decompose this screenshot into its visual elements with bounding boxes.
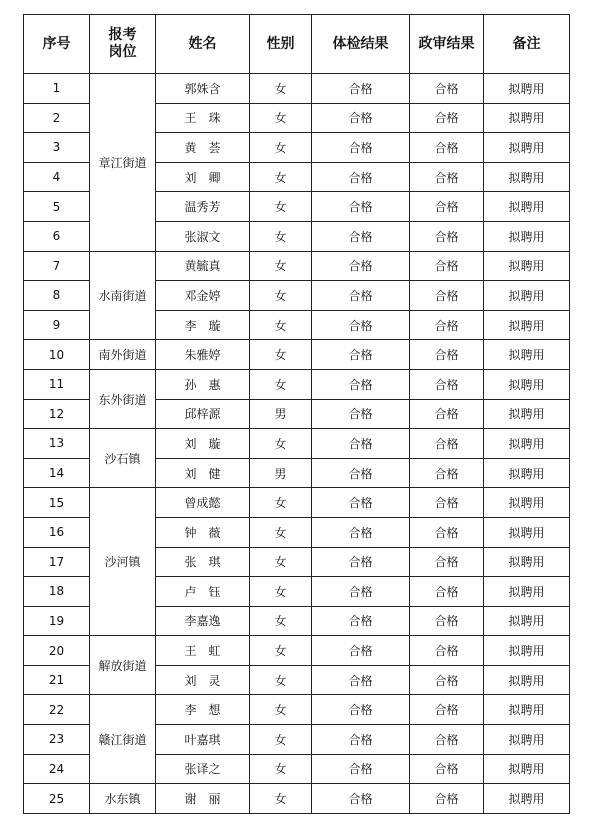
- cell-exam: 合格: [312, 636, 410, 666]
- table-row: [24, 636, 570, 666]
- cell-name: 谢 丽: [156, 784, 250, 814]
- cell-name: 叶嘉琪: [156, 725, 250, 755]
- cell-no: 25: [24, 784, 90, 814]
- cell-gender: 女: [250, 725, 312, 755]
- results-table: [23, 14, 570, 814]
- cell-exam: 合格: [312, 369, 410, 399]
- cell-exam: 合格: [312, 665, 410, 695]
- cell-gender: 女: [250, 251, 312, 281]
- cell-gender: 女: [250, 488, 312, 518]
- cell-review: 合格: [410, 251, 484, 281]
- cell-exam: 合格: [312, 784, 410, 814]
- cell-no: 5: [24, 192, 90, 222]
- cell-note: 拟聘用: [484, 754, 570, 784]
- cell-no: 8: [24, 281, 90, 311]
- cell-review: 合格: [410, 517, 484, 547]
- cell-gender: 女: [250, 517, 312, 547]
- cell-position: 沙河镇: [90, 488, 156, 636]
- cell-gender: 女: [250, 162, 312, 192]
- cell-gender: 女: [250, 281, 312, 311]
- cell-name: 刘 璇: [156, 429, 250, 459]
- cell-gender: 女: [250, 695, 312, 725]
- cell-review: 合格: [410, 429, 484, 459]
- cell-gender: 女: [250, 577, 312, 607]
- cell-gender: 女: [250, 784, 312, 814]
- cell-exam: 合格: [312, 221, 410, 251]
- cell-gender: 女: [250, 606, 312, 636]
- cell-no: 22: [24, 695, 90, 725]
- cell-review: 合格: [410, 754, 484, 784]
- cell-note: 拟聘用: [484, 636, 570, 666]
- cell-exam: 合格: [312, 103, 410, 133]
- cell-note: 拟聘用: [484, 281, 570, 311]
- cell-position: 南外街道: [90, 340, 156, 370]
- cell-note: 拟聘用: [484, 192, 570, 222]
- cell-no: 19: [24, 606, 90, 636]
- cell-name: 李嘉逸: [156, 606, 250, 636]
- cell-note: 拟聘用: [484, 369, 570, 399]
- cell-review: 合格: [410, 488, 484, 518]
- cell-note: 拟聘用: [484, 340, 570, 370]
- cell-position: 沙石镇: [90, 429, 156, 488]
- cell-exam: 合格: [312, 162, 410, 192]
- cell-gender: 女: [250, 310, 312, 340]
- cell-position: 东外街道: [90, 369, 156, 428]
- cell-position: 水东镇: [90, 784, 156, 814]
- cell-note: 拟聘用: [484, 488, 570, 518]
- table-body: [24, 74, 570, 814]
- table-row: [24, 251, 570, 281]
- cell-note: 拟聘用: [484, 784, 570, 814]
- cell-note: 拟聘用: [484, 577, 570, 607]
- cell-review: 合格: [410, 369, 484, 399]
- cell-review: 合格: [410, 281, 484, 311]
- header-no: 序号: [24, 15, 90, 74]
- header-note: 备注: [484, 15, 570, 74]
- cell-gender: 女: [250, 221, 312, 251]
- cell-review: 合格: [410, 458, 484, 488]
- cell-no: 14: [24, 458, 90, 488]
- cell-gender: 女: [250, 754, 312, 784]
- cell-review: 合格: [410, 606, 484, 636]
- cell-note: 拟聘用: [484, 547, 570, 577]
- cell-review: 合格: [410, 695, 484, 725]
- cell-review: 合格: [410, 103, 484, 133]
- cell-exam: 合格: [312, 340, 410, 370]
- table-row: [24, 429, 570, 459]
- cell-name: 刘 灵: [156, 665, 250, 695]
- cell-no: 2: [24, 103, 90, 133]
- cell-position: 解放街道: [90, 636, 156, 695]
- cell-no: 11: [24, 369, 90, 399]
- cell-name: 郭姝含: [156, 74, 250, 104]
- cell-exam: 合格: [312, 517, 410, 547]
- cell-no: 21: [24, 665, 90, 695]
- cell-note: 拟聘用: [484, 74, 570, 104]
- cell-note: 拟聘用: [484, 133, 570, 163]
- cell-name: 王 珠: [156, 103, 250, 133]
- cell-no: 3: [24, 133, 90, 163]
- cell-review: 合格: [410, 221, 484, 251]
- cell-name: 刘 健: [156, 458, 250, 488]
- cell-exam: 合格: [312, 547, 410, 577]
- cell-no: 9: [24, 310, 90, 340]
- cell-gender: 女: [250, 103, 312, 133]
- cell-exam: 合格: [312, 695, 410, 725]
- cell-no: 1: [24, 74, 90, 104]
- cell-name: 黄 荟: [156, 133, 250, 163]
- table-row: [24, 488, 570, 518]
- cell-exam: 合格: [312, 133, 410, 163]
- cell-review: 合格: [410, 665, 484, 695]
- cell-exam: 合格: [312, 488, 410, 518]
- cell-exam: 合格: [312, 606, 410, 636]
- cell-exam: 合格: [312, 399, 410, 429]
- cell-note: 拟聘用: [484, 695, 570, 725]
- cell-gender: 女: [250, 665, 312, 695]
- header-row: [24, 15, 570, 74]
- cell-no: 17: [24, 547, 90, 577]
- table-row: [24, 695, 570, 725]
- cell-review: 合格: [410, 784, 484, 814]
- cell-name: 李 想: [156, 695, 250, 725]
- cell-position: 水南街道: [90, 251, 156, 340]
- cell-name: 温秀芳: [156, 192, 250, 222]
- cell-no: 12: [24, 399, 90, 429]
- cell-name: 张 琪: [156, 547, 250, 577]
- cell-no: 6: [24, 221, 90, 251]
- cell-note: 拟聘用: [484, 606, 570, 636]
- cell-gender: 女: [250, 74, 312, 104]
- cell-review: 合格: [410, 192, 484, 222]
- cell-exam: 合格: [312, 458, 410, 488]
- cell-note: 拟聘用: [484, 665, 570, 695]
- cell-gender: 女: [250, 636, 312, 666]
- cell-review: 合格: [410, 133, 484, 163]
- header-exam: 体检结果: [312, 15, 410, 74]
- table-row: [24, 369, 570, 399]
- cell-no: 20: [24, 636, 90, 666]
- table-row: [24, 784, 570, 814]
- cell-gender: 女: [250, 369, 312, 399]
- cell-note: 拟聘用: [484, 251, 570, 281]
- header-position-line1: 报考: [108, 27, 137, 43]
- cell-note: 拟聘用: [484, 517, 570, 547]
- cell-review: 合格: [410, 74, 484, 104]
- header-position: [90, 15, 156, 74]
- results-table-wrapper: [23, 14, 570, 814]
- cell-name: 刘 卿: [156, 162, 250, 192]
- cell-no: 18: [24, 577, 90, 607]
- cell-name: 李 璇: [156, 310, 250, 340]
- cell-review: 合格: [410, 636, 484, 666]
- cell-name: 张译之: [156, 754, 250, 784]
- table-row: [24, 340, 570, 370]
- header-gender: 性别: [250, 15, 312, 74]
- cell-no: 7: [24, 251, 90, 281]
- cell-name: 邓金婷: [156, 281, 250, 311]
- cell-review: 合格: [410, 725, 484, 755]
- table-row: [24, 74, 570, 104]
- cell-exam: 合格: [312, 577, 410, 607]
- cell-review: 合格: [410, 340, 484, 370]
- cell-name: 孙 惠: [156, 369, 250, 399]
- cell-gender: 男: [250, 458, 312, 488]
- cell-name: 曾成懿: [156, 488, 250, 518]
- cell-note: 拟聘用: [484, 103, 570, 133]
- cell-note: 拟聘用: [484, 310, 570, 340]
- cell-position: 章江街道: [90, 74, 156, 252]
- cell-gender: 女: [250, 429, 312, 459]
- cell-exam: 合格: [312, 725, 410, 755]
- cell-review: 合格: [410, 162, 484, 192]
- cell-exam: 合格: [312, 251, 410, 281]
- cell-exam: 合格: [312, 192, 410, 222]
- cell-gender: 女: [250, 133, 312, 163]
- cell-gender: 女: [250, 547, 312, 577]
- cell-gender: 女: [250, 192, 312, 222]
- cell-exam: 合格: [312, 429, 410, 459]
- cell-exam: 合格: [312, 754, 410, 784]
- cell-note: 拟聘用: [484, 458, 570, 488]
- cell-note: 拟聘用: [484, 429, 570, 459]
- cell-note: 拟聘用: [484, 162, 570, 192]
- cell-gender: 男: [250, 399, 312, 429]
- cell-no: 24: [24, 754, 90, 784]
- header-review: 政审结果: [410, 15, 484, 74]
- cell-no: 16: [24, 517, 90, 547]
- cell-position: 赣江街道: [90, 695, 156, 784]
- cell-gender: 女: [250, 340, 312, 370]
- cell-note: 拟聘用: [484, 725, 570, 755]
- cell-name: 邱梓源: [156, 399, 250, 429]
- cell-no: 4: [24, 162, 90, 192]
- header-name: 姓名: [156, 15, 250, 74]
- cell-review: 合格: [410, 577, 484, 607]
- cell-note: 拟聘用: [484, 221, 570, 251]
- cell-review: 合格: [410, 310, 484, 340]
- cell-exam: 合格: [312, 310, 410, 340]
- cell-no: 23: [24, 725, 90, 755]
- cell-name: 黄毓真: [156, 251, 250, 281]
- cell-review: 合格: [410, 399, 484, 429]
- cell-name: 朱雅婷: [156, 340, 250, 370]
- header-position-line2: 岗位: [108, 44, 137, 60]
- cell-exam: 合格: [312, 74, 410, 104]
- cell-name: 卢 钰: [156, 577, 250, 607]
- cell-exam: 合格: [312, 281, 410, 311]
- cell-note: 拟聘用: [484, 399, 570, 429]
- cell-no: 15: [24, 488, 90, 518]
- cell-review: 合格: [410, 547, 484, 577]
- cell-name: 张淑文: [156, 221, 250, 251]
- cell-name: 王 虹: [156, 636, 250, 666]
- cell-no: 13: [24, 429, 90, 459]
- cell-name: 钟 薇: [156, 517, 250, 547]
- cell-no: 10: [24, 340, 90, 370]
